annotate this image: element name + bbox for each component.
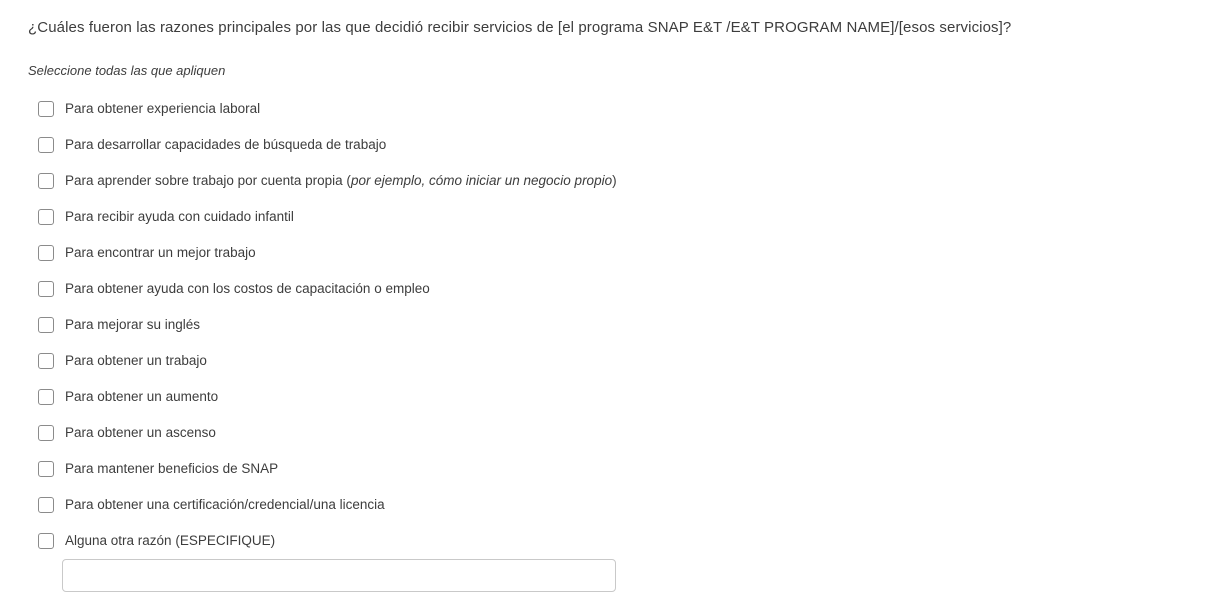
option-row-self-employment bbox=[38, 172, 1213, 189]
other-specify-input[interactable] bbox=[62, 559, 616, 592]
checkbox-label[interactable]: Para obtener una certificación/credencial/una licencia bbox=[65, 497, 385, 512]
checkbox[interactable] bbox=[38, 245, 54, 261]
checkbox-option-list bbox=[38, 100, 1213, 549]
checkbox-label[interactable]: Para mejorar su inglés bbox=[65, 317, 201, 332]
option-row-get-promotion bbox=[38, 424, 1213, 441]
selection-instruction: Seleccione todas las que apliquen bbox=[28, 63, 226, 78]
checkbox-label[interactable]: Para obtener experiencia laboral bbox=[65, 101, 261, 116]
option-row-cost-help bbox=[38, 280, 1213, 297]
checkbox[interactable] bbox=[38, 353, 54, 369]
option-row-other-reason bbox=[38, 532, 1213, 549]
option-row-get-job bbox=[38, 352, 1213, 369]
question-title: ¿Cuáles fueron las razones principales por las que decidió recibir servicios de [el programa SNAP E&T /E&T PROGRAM NAME]/[esos servicios]? bbox=[28, 19, 1012, 36]
checkbox-label[interactable]: Para mantener beneficios de SNAP bbox=[65, 461, 279, 476]
checkbox-label[interactable]: Para encontrar un mejor trabajo bbox=[65, 245, 256, 260]
option-row-improve-english bbox=[38, 316, 1213, 333]
option-row-job-search-skills bbox=[38, 136, 1213, 153]
checkbox-label[interactable]: Para obtener un aumento bbox=[65, 389, 219, 404]
checkbox[interactable] bbox=[38, 101, 54, 117]
checkbox-label[interactable]: Para desarrollar capacidades de búsqueda de trabajo bbox=[65, 137, 387, 152]
checkbox[interactable] bbox=[38, 497, 54, 513]
checkbox[interactable] bbox=[38, 389, 54, 405]
checkbox-label[interactable]: Para obtener un ascenso bbox=[65, 425, 216, 440]
option-row-better-job bbox=[38, 244, 1213, 261]
checkbox[interactable] bbox=[38, 425, 54, 441]
checkbox[interactable] bbox=[38, 209, 54, 225]
checkbox-label[interactable]: Para obtener ayuda con los costos de capacitación o empleo bbox=[65, 281, 430, 296]
checkbox[interactable] bbox=[38, 137, 54, 153]
checkbox[interactable] bbox=[38, 461, 54, 477]
option-row-keep-snap-benefits bbox=[38, 460, 1213, 477]
checkbox[interactable] bbox=[38, 533, 54, 549]
option-row-work-experience bbox=[38, 100, 1213, 117]
option-row-childcare-help bbox=[38, 208, 1213, 225]
checkbox[interactable] bbox=[38, 281, 54, 297]
label-italic-note: por ejemplo, cómo iniciar un negocio propio bbox=[350, 173, 613, 188]
checkbox-label[interactable]: Alguna otra razón (ESPECIFIQUE) bbox=[65, 533, 276, 548]
checkbox-label[interactable]: Para aprender sobre trabajo por cuenta propia (por ejemplo, cómo iniciar un negocio propio) bbox=[65, 173, 617, 188]
checkbox-label[interactable]: Para recibir ayuda con cuidado infantil bbox=[65, 209, 294, 224]
other-specify-wrap bbox=[62, 559, 1213, 592]
checkbox[interactable] bbox=[38, 317, 54, 333]
option-row-get-raise bbox=[38, 388, 1213, 405]
checkbox-label[interactable]: Para obtener un trabajo bbox=[65, 353, 207, 368]
option-row-certification bbox=[38, 496, 1213, 513]
checkbox[interactable] bbox=[38, 173, 54, 189]
